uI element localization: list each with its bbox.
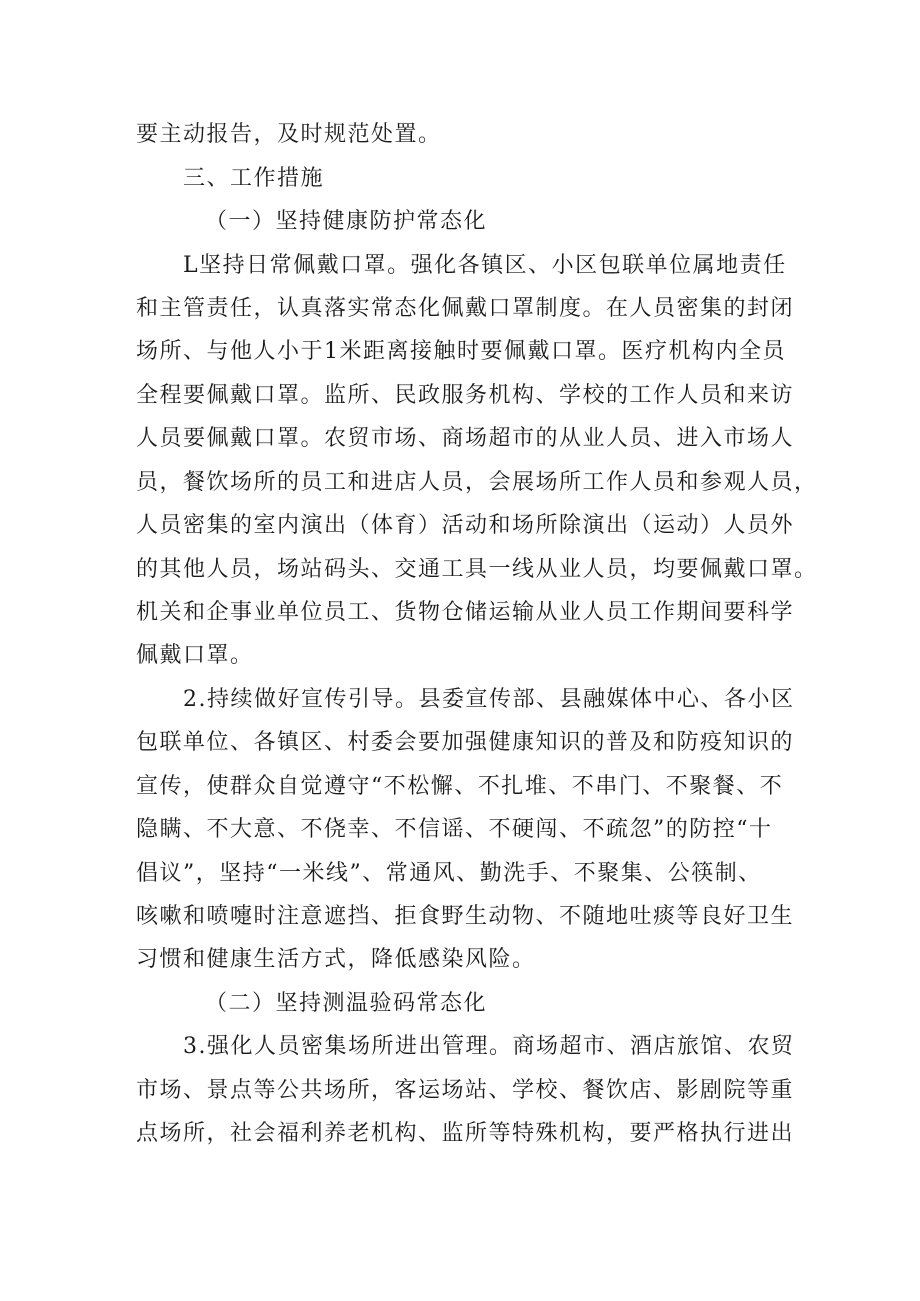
paragraph-line: 的其他人员，场站码头、交通工具一线从业人员，均要佩戴口罩。 <box>136 557 818 582</box>
paragraph-line: 人员密集的室内演出（体育）活动和场所除演出（运动）人员外 <box>136 513 795 538</box>
paragraph-line: 习惯和健康生活方式，降低感染风险。 <box>136 947 536 972</box>
paragraph-line: 咳嗽和喷嚏时注意遮挡、拒食野生动物、不随地吐痰等良好卫生 <box>136 904 795 929</box>
paragraph-line: 3.强化人员密集场所进出管理。商场超市、酒店旅馆、农贸 <box>183 1034 795 1059</box>
paragraph-line: 隐瞒、不大意、不侥幸、不信谣、不硬闯、不疏忽”的防控“十 <box>136 817 773 842</box>
paragraph-line: 场所、与他人小于1米距离接触时要佩戴口罩。医疗机构内全员 <box>136 339 786 364</box>
paragraph-line: 佩戴口罩。 <box>136 643 254 668</box>
paragraph-line: 人员要佩戴口罩。农贸市场、商场超市的从业人员、进入市场人 <box>136 426 795 451</box>
paragraph-line: L坚持日常佩戴口罩。强化各镇区、小区包联单位属地责任 <box>183 253 787 278</box>
subsection-heading: （一）坚持健康防护常态化 <box>205 209 488 234</box>
paragraph-line: 点场所，社会福利养老机构、监所等特殊机构，要严格执行进出 <box>136 1121 795 1146</box>
paragraph-line: 包联单位、各镇区、村委会要加强健康知识的普及和防疫知识的 <box>136 730 795 755</box>
paragraph-line: 2.持续做好宣传引导。县委宣传部、县融媒体中心、各小区 <box>183 687 795 712</box>
paragraph-line: 员，餐饮场所的员工和进店人员，会展场所工作人员和参观人员， <box>136 470 818 495</box>
paragraph-line: 全程要佩戴口罩。监所、民政服务机构、学校的工作人员和来访 <box>136 383 795 408</box>
section-heading: 三、工作措施 <box>183 166 325 191</box>
paragraph-line: 和主管责任，认真落实常态化佩戴口罩制度。在人员密集的封闭 <box>136 296 795 321</box>
paragraph-line: 倡议”，坚持“一米线”、常通风、勤洗手、不聚集、公筷制、 <box>136 861 762 886</box>
paragraph-line: 要主动报告，及时规范处置。 <box>136 122 442 147</box>
paragraph-line: 宣传，使群众自觉遵守“不松懈、不扎堆、不串门、不聚餐、不 <box>136 774 784 799</box>
paragraph-line: 机关和企事业单位员工、货物仓储运输从业人员工作期间要科学 <box>136 600 795 625</box>
subsection-heading: （二）坚持测温验码常态化 <box>205 991 488 1016</box>
paragraph-line: 市场、景点等公共场所，客运场站、学校、餐饮店、影剧院等重 <box>136 1078 795 1103</box>
